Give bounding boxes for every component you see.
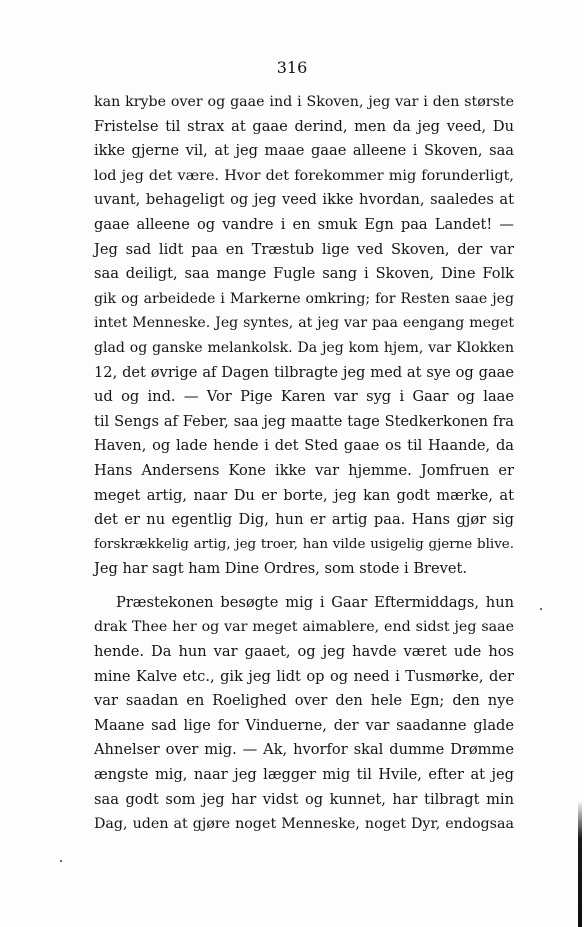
page-edge-shadow [578,800,582,927]
page-number: 316 [276,58,308,77]
text-line: Jeg sad lidt paa en Træstub lige ved Skoven, der var [94,240,514,258]
text-line: til Sengs af Feber, saa jeg maatte tage Stedkerkonen fra [94,412,514,430]
text-line: saa deiligt, saa mange Fugle sang i Skoven, Dine Folk [94,265,514,283]
paragraph-gap [94,582,514,591]
text-line: mine Kalve etc., gik jeg lidt op og need i Tusmørke, der [94,667,514,685]
text-line: saa godt som jeg har vidst og kunnet, har tilbragt min [94,790,514,808]
text-line: hende. Da hun var gaaet, og jeg havde været ude hos [94,643,514,661]
text-line: Præstekonen besøgte mig i Gaar Eftermiddags, hun [116,593,514,611]
text-line: Hans Andersens Kone ikke var hjemme. Jomfruen er [94,461,514,479]
text-line: meget artig, naar Du er borte, jeg kan godt mærke, at [94,486,514,504]
text-line: forskrækkelig artig, jeg troer, han vilde usigelig gjerne blive. [94,536,514,552]
body-text [94,90,514,837]
text-line: var saadan en Roelighed over den hele Egn; den nye [94,692,514,710]
text-line: Fristelse til strax at gaae derind, men da jeg veed, Du [94,117,514,135]
text-line: Ahnelser over mig. — Ak, hvorfor skal dumme Drømme [94,741,514,759]
text-line: ængste mig, naar jeg lægger mig til Hvile, efter at jeg [94,766,514,784]
speck-mark [540,608,542,610]
text-line: det er nu egentlig Dig, hun er artig paa. Hans gjør sig [94,511,514,529]
text-line: 12, det øvrige af Dagen tilbragte jeg med at sye og gaae [94,363,514,381]
text-line: drak Thee her og var meget aimablere, end sidst jeg saae [94,619,514,636]
text-line: uvant, behageligt og jeg veed ikke hvordan, saaledes at [94,191,514,209]
text-line: kan krybe over og gaae ind i Skoven, jeg var i den største [94,94,514,110]
text-line: gaae alleene og vandre i en smuk Egn paa Landet! — [94,215,514,233]
text-line: Maane sad lige for Vinduerne, der var saadanne glade [94,716,514,734]
text-line: lod jeg det være. Hvor det forekommer mig forunderligt, [94,167,514,184]
text-line: ikke gjerne vil, at jeg maae gaae alleene i Skoven, saa [94,142,514,160]
paragraph-1 [94,90,514,582]
text-line: Jeg har sagt ham Dine Ordres, som stode i Brevet. [94,560,468,578]
text-line: Haven, og lade hende i det Sted gaae os til Haande, da [94,437,514,455]
text-line: ud og ind. — Vor Pige Karen var syg i Gaar og laae [94,388,514,406]
paragraph-2 [94,591,514,837]
text-line: gik og arbeidede i Markerne omkring; for Resten saae jeg [94,290,514,307]
text-line: glad og ganske melankolsk. Da jeg kom hjem, var Klokken [94,339,514,356]
text-line: intet Menneske. Jeg syntes, at jeg var paa eengang meget [94,315,514,332]
speck-mark [60,860,62,862]
text-line: Dag, uden at gjøre noget Menneske, noget Dyr, endogsaa [94,816,514,833]
